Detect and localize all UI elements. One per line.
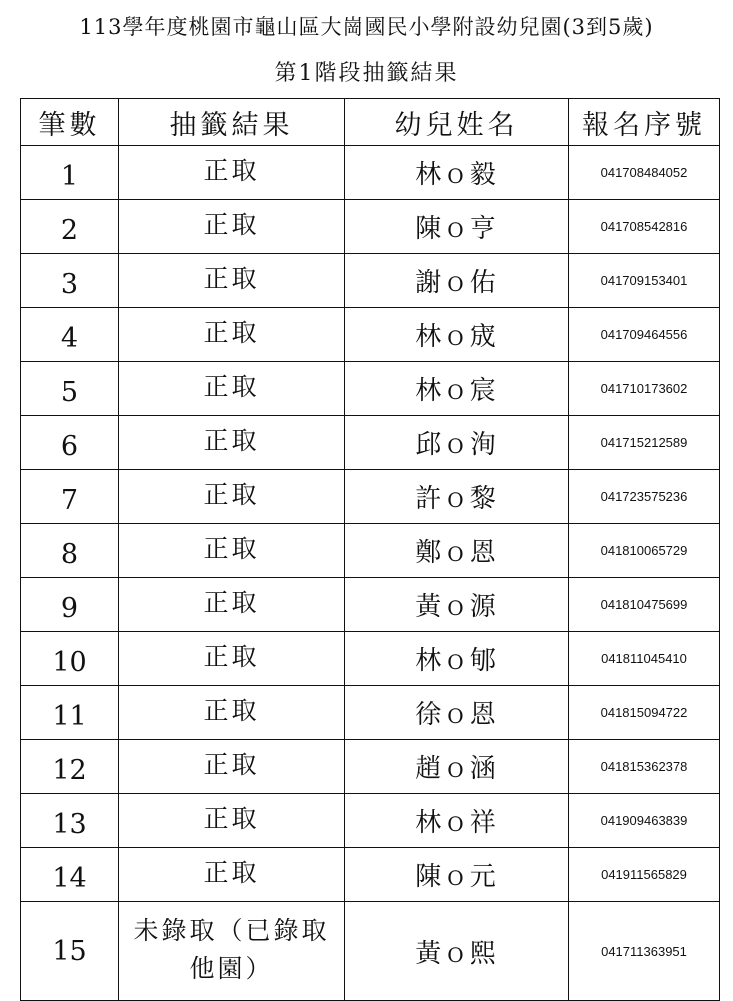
row-result: 正取: [119, 794, 345, 848]
row-number: 1: [21, 146, 119, 200]
header-result: 抽籤結果: [119, 99, 345, 146]
child-name-mask: O: [447, 812, 466, 836]
child-surname: 林: [415, 808, 444, 838]
row-child-name: [345, 686, 569, 740]
row-number: 14: [21, 848, 119, 902]
table-row: [21, 200, 720, 254]
table-row: [21, 146, 720, 200]
child-name-mask: O: [447, 704, 466, 728]
table-row: [21, 632, 720, 686]
row-result: 正取: [119, 524, 345, 578]
row-child-name: [345, 362, 569, 416]
row-result: 正取: [119, 254, 345, 308]
row-registration-number: 041715212589: [569, 416, 720, 470]
row-result: 正取: [119, 578, 345, 632]
child-given-name: 郇: [469, 646, 498, 676]
child-given-name: 祥: [469, 808, 498, 838]
child-name-mask: O: [447, 434, 466, 458]
child-given-name: 宸: [469, 376, 498, 406]
row-registration-number: 041709464556: [569, 308, 720, 362]
row-child-name: [345, 470, 569, 524]
row-result: 正取: [119, 146, 345, 200]
row-child-name: [345, 740, 569, 794]
row-number: 13: [21, 794, 119, 848]
row-number: 7: [21, 470, 119, 524]
table-row: [21, 794, 720, 848]
child-given-name: 洵: [469, 430, 498, 460]
table-row: [21, 416, 720, 470]
child-given-name: 熙: [469, 938, 498, 969]
table-row: [21, 362, 720, 416]
header-number: 筆數: [21, 99, 119, 146]
row-child-name: [345, 578, 569, 632]
table-row: [21, 524, 720, 578]
child-name-mask: O: [447, 596, 466, 620]
row-registration-number: 041708542816: [569, 200, 720, 254]
row-registration-number: 041723575236: [569, 470, 720, 524]
header-name: 幼兒姓名: [345, 99, 569, 146]
table-header-row: [21, 99, 720, 146]
table-row: [21, 740, 720, 794]
row-registration-number: 041711363951: [569, 902, 720, 1001]
child-name-mask: O: [447, 164, 466, 188]
child-name-mask: O: [447, 758, 466, 782]
row-number: 3: [21, 254, 119, 308]
child-given-name: 涵: [469, 754, 498, 784]
table-row: [21, 308, 720, 362]
table-row: [21, 254, 720, 308]
row-result: 正取: [119, 632, 345, 686]
row-number: 12: [21, 740, 119, 794]
table-row: [21, 470, 720, 524]
row-child-name: [345, 146, 569, 200]
child-name-mask: O: [447, 272, 466, 296]
child-given-name: 恩: [469, 538, 498, 568]
row-result: 正取: [119, 200, 345, 254]
row-number: 15: [21, 902, 119, 1001]
row-registration-number: 041911565829: [569, 848, 720, 902]
row-result: 未錄取（已錄取他園）: [119, 902, 345, 1001]
child-surname: 徐: [415, 700, 444, 730]
row-result: 正取: [119, 740, 345, 794]
table-body: [21, 146, 720, 1001]
row-result: 正取: [119, 470, 345, 524]
table-row: [21, 578, 720, 632]
row-child-name: [345, 308, 569, 362]
row-registration-number: 041810065729: [569, 524, 720, 578]
child-given-name: 源: [469, 592, 498, 622]
row-child-name: [345, 200, 569, 254]
child-given-name: 元: [469, 862, 498, 892]
child-given-name: 亨: [469, 214, 498, 244]
row-result: 正取: [119, 416, 345, 470]
child-name-mask: O: [447, 866, 466, 890]
child-given-name: 恩: [469, 700, 498, 730]
child-surname: 許: [415, 484, 444, 514]
child-surname: 林: [415, 322, 444, 352]
child-given-name: 黎: [469, 484, 498, 514]
row-child-name: [345, 848, 569, 902]
row-child-name: [345, 902, 569, 1001]
child-surname: 陳: [415, 862, 444, 892]
lottery-results-table: [20, 98, 720, 1001]
child-surname: 陳: [415, 214, 444, 244]
child-surname: 林: [415, 160, 444, 190]
row-result: 正取: [119, 848, 345, 902]
row-child-name: [345, 254, 569, 308]
header-registration: 報名序號: [569, 99, 720, 146]
row-registration-number: 041708484052: [569, 146, 720, 200]
row-registration-number: 041810475699: [569, 578, 720, 632]
row-number: 8: [21, 524, 119, 578]
row-registration-number: 041815362378: [569, 740, 720, 794]
table-row: [21, 848, 720, 902]
row-registration-number: 041811045410: [569, 632, 720, 686]
child-given-name: 佑: [469, 268, 498, 298]
child-surname: 鄭: [415, 538, 444, 568]
row-registration-number: 041909463839: [569, 794, 720, 848]
child-name-mask: O: [447, 488, 466, 512]
row-number: 4: [21, 308, 119, 362]
child-surname: 黃: [415, 938, 444, 969]
document-title: 113學年度桃園市龜山區大崗國民小學附設幼兒園(3到5歲): [79, 15, 654, 39]
row-child-name: [345, 524, 569, 578]
child-surname: 林: [415, 376, 444, 406]
row-registration-number: 041709153401: [569, 254, 720, 308]
table-row: [21, 686, 720, 740]
table-row: [21, 902, 720, 1001]
row-number: 5: [21, 362, 119, 416]
row-child-name: [345, 416, 569, 470]
row-number: 10: [21, 632, 119, 686]
child-given-name: 毅: [469, 160, 498, 190]
row-number: 9: [21, 578, 119, 632]
row-registration-number: 041815094722: [569, 686, 720, 740]
row-child-name: [345, 794, 569, 848]
child-surname: 趙: [415, 754, 444, 784]
row-registration-number: 041710173602: [569, 362, 720, 416]
child-surname: 謝: [415, 268, 444, 298]
document-subtitle: 第1階段抽籤結果: [274, 61, 459, 86]
child-surname: 黃: [415, 592, 444, 622]
row-result: 正取: [119, 362, 345, 416]
child-name-mask: O: [447, 326, 466, 350]
child-name-mask: O: [447, 380, 466, 404]
row-number: 11: [21, 686, 119, 740]
child-name-mask: O: [447, 542, 466, 566]
row-result: 正取: [119, 686, 345, 740]
row-number: 2: [21, 200, 119, 254]
child-name-mask: O: [447, 650, 466, 674]
child-surname: 邱: [415, 430, 444, 460]
child-surname: 林: [415, 646, 444, 676]
child-name-mask: O: [447, 942, 466, 967]
child-given-name: 宬: [469, 322, 498, 352]
row-child-name: [345, 632, 569, 686]
row-result: 正取: [119, 308, 345, 362]
row-number: 6: [21, 416, 119, 470]
child-name-mask: O: [447, 218, 466, 242]
